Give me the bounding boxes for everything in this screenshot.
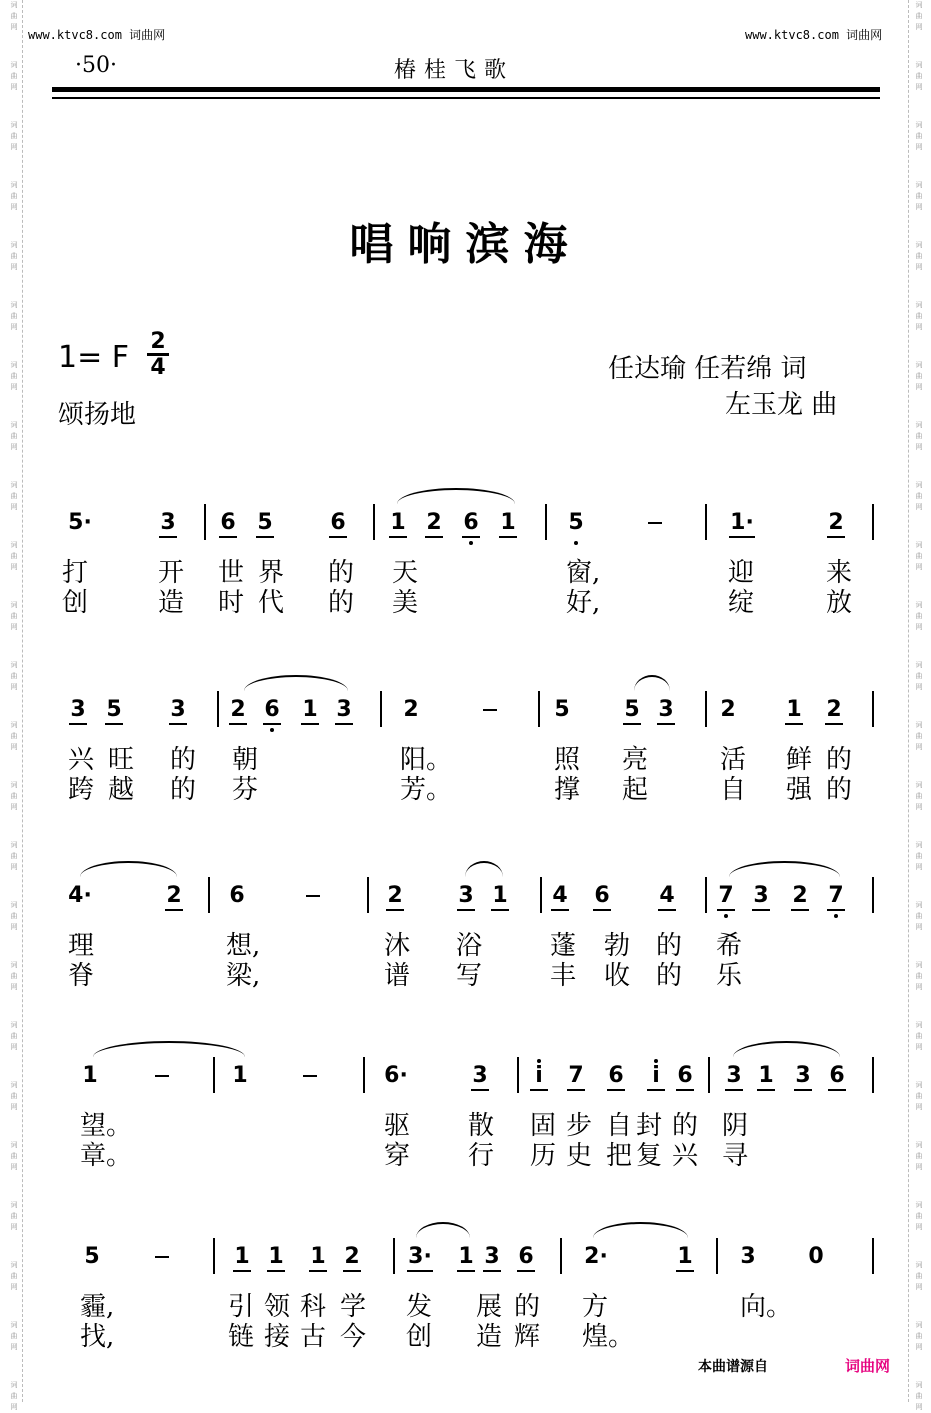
lyric-verse-2: 的	[656, 961, 683, 991]
watermark-text: 词 曲 网	[915, 181, 923, 211]
lyric-verse-2: 时	[218, 588, 245, 618]
watermark-text: 词 曲 网	[10, 721, 18, 751]
watermark-text: 词 曲 网	[10, 181, 18, 211]
lyric-verse-2: 代	[258, 588, 285, 618]
slur	[93, 1041, 245, 1057]
bar-line	[708, 1057, 710, 1093]
lyric-verse-2: 起	[622, 775, 649, 805]
time-signature	[146, 330, 170, 379]
lyric-verse-1: 照	[554, 745, 581, 775]
lyric-verse-1: 迎	[728, 558, 755, 588]
lyric-verse-2: 的	[170, 775, 197, 805]
bar-line	[367, 877, 369, 913]
note: i	[646, 1063, 666, 1088]
bar-line	[363, 1057, 365, 1093]
note: 2	[826, 510, 846, 535]
lyric-verse-2: 寻	[722, 1141, 749, 1171]
note: 4	[550, 883, 570, 908]
lyric-verse-1: 兴	[68, 745, 95, 775]
note: i	[529, 1063, 549, 1088]
lyric-verse-1: 的	[826, 745, 853, 775]
lyric-verse-2: 今	[340, 1322, 367, 1352]
lyric-verse-1: 浴	[456, 931, 483, 961]
source-note: 本曲谱源自	[698, 1359, 768, 1375]
watermark-text: 词 曲 网	[915, 1141, 923, 1171]
lyric-verse-2: 煌。	[582, 1322, 635, 1352]
book-title: 椿桂飞歌	[394, 58, 515, 83]
watermark-text: 词 曲 网	[10, 1021, 18, 1051]
bar-line	[213, 1238, 215, 1274]
note: 2	[720, 697, 736, 722]
bar-line	[373, 504, 375, 540]
lyric-verse-1: 理	[68, 931, 95, 961]
watermark-text: 词 曲 网	[915, 1081, 923, 1111]
tempo-marking: 颂扬地	[58, 400, 137, 430]
lyric-verse-1: 散	[468, 1111, 495, 1141]
lyric-verse-1: 向。	[740, 1292, 793, 1322]
note: 3	[168, 697, 188, 722]
note: 1	[82, 1063, 98, 1088]
lyricist-credit: 任达瑜 任若绵 词	[608, 354, 807, 384]
lyric-verse-2: 创	[62, 588, 89, 618]
bar-line	[872, 1057, 874, 1093]
lyric-verse-2: 跨	[68, 775, 95, 805]
note: 3	[456, 883, 476, 908]
time-signature-bottom: 4	[150, 355, 166, 380]
lyric-verse-1: 旺	[108, 745, 135, 775]
note: 2	[385, 883, 405, 908]
watermark-text: 词 曲 网	[915, 661, 923, 691]
bar-line	[217, 691, 219, 727]
watermark-text: 词 曲 网	[10, 541, 18, 571]
lyric-verse-1: 的	[328, 558, 355, 588]
slur	[634, 675, 670, 691]
lyric-verse-1: 打	[62, 558, 89, 588]
lyric-verse-1: 自	[606, 1111, 633, 1141]
lyric-verse-2: 复	[636, 1141, 663, 1171]
lyric-verse-2: 丰	[550, 961, 577, 991]
lyric-verse-1: 方	[582, 1292, 609, 1322]
lyric-verse-1: 展	[476, 1292, 503, 1322]
note: 2	[824, 697, 844, 722]
watermark-text: 词 曲 网	[915, 1, 923, 31]
key-signature: 1= F	[58, 340, 130, 375]
watermark-text: 词 曲 网	[915, 1321, 923, 1351]
watermark-text: 词 曲 网	[915, 1261, 923, 1291]
note: 3	[470, 1063, 490, 1088]
note: 6	[328, 510, 348, 535]
note: 6	[606, 1063, 626, 1088]
watermark-text: 词 曲 网	[10, 1141, 18, 1171]
note: 3	[482, 1244, 502, 1269]
lyric-verse-2: 谱	[384, 961, 411, 991]
bar-line	[540, 877, 542, 913]
lyric-verse-2: 找,	[80, 1322, 115, 1352]
note: 4·	[68, 883, 92, 908]
lyric-verse-2: 行	[468, 1141, 495, 1171]
watermark-text: 词 曲 网	[915, 781, 923, 811]
lyric-verse-1: 阳。	[400, 745, 453, 775]
watermark-text: 词 曲 网	[915, 361, 923, 391]
slur	[729, 861, 840, 877]
watermark-text: 词 曲 网	[10, 121, 18, 151]
lyric-verse-2: 的	[328, 588, 355, 618]
note: 7	[826, 883, 846, 908]
note: 2	[790, 883, 810, 908]
lyric-verse-2: 梁,	[226, 961, 261, 991]
lyric-verse-2: 把	[606, 1141, 633, 1171]
sustain-dash	[155, 1256, 169, 1258]
watermark-text: 词 曲 网	[10, 901, 18, 931]
watermark-text: 词 曲 网	[915, 961, 923, 991]
note: 3	[751, 883, 771, 908]
lyric-verse-2: 古	[300, 1322, 327, 1352]
lyric-verse-2: 好,	[566, 588, 601, 618]
lyric-verse-1: 霾,	[80, 1292, 115, 1322]
note: 1	[388, 510, 408, 535]
note: 1	[498, 510, 518, 535]
note: 6	[592, 883, 612, 908]
watermark-text: 词 曲 网	[10, 1081, 18, 1111]
lyric-verse-2: 史	[566, 1141, 593, 1171]
note: 5	[104, 697, 124, 722]
lyric-verse-1: 蓬	[550, 931, 577, 961]
bar-line	[705, 504, 707, 540]
sustain-dash	[306, 895, 320, 897]
slur	[465, 861, 503, 877]
lyric-verse-2: 造	[158, 588, 185, 618]
lyric-verse-1: 引	[228, 1292, 255, 1322]
watermark-text: 词 曲 网	[10, 781, 18, 811]
lyric-verse-1: 开	[158, 558, 185, 588]
watermark-text: 词 曲 网	[915, 481, 923, 511]
bar-line	[872, 877, 874, 913]
watermark-text: 词 曲 网	[915, 241, 923, 271]
watermark-text: 词 曲 网	[915, 721, 923, 751]
note: 1	[456, 1244, 476, 1269]
lyric-verse-1: 沐	[384, 931, 411, 961]
lyric-verse-2: 接	[264, 1322, 291, 1352]
bar-line	[393, 1238, 395, 1274]
note: 1	[308, 1244, 328, 1269]
note: 5	[554, 697, 570, 722]
note: 3	[656, 697, 676, 722]
lyric-verse-1: 封	[636, 1111, 663, 1141]
note: 1	[756, 1063, 776, 1088]
watermark-text: 词 曲 网	[915, 1021, 923, 1051]
watermark-text: 词 曲 网	[915, 301, 923, 331]
note: 5·	[68, 510, 92, 535]
watermark-text: 词 曲 网	[10, 1321, 18, 1351]
bar-line	[872, 691, 874, 727]
watermark-text: 词 曲 网	[915, 1201, 923, 1231]
lyric-verse-1: 的	[170, 745, 197, 775]
page-number: ·50·	[75, 53, 117, 78]
watermark-text: 词 曲 网	[10, 61, 18, 91]
lyric-verse-2: 越	[108, 775, 135, 805]
slur	[80, 861, 177, 877]
watermark-text: 词 曲 网	[915, 901, 923, 931]
sustain-dash	[483, 709, 497, 711]
lyric-verse-1: 界	[258, 558, 285, 588]
watermark-text: 词 曲 网	[915, 121, 923, 151]
watermark-text: 词 曲 网	[10, 421, 18, 451]
note: 2	[164, 883, 184, 908]
lyric-verse-2: 乐	[716, 961, 743, 991]
lyric-verse-1: 勃	[604, 931, 631, 961]
bar-line	[538, 691, 540, 727]
watermark-text: 词 曲 网	[10, 1201, 18, 1231]
lyric-verse-1: 发	[406, 1292, 433, 1322]
watermark-text: 词 曲 网	[915, 541, 923, 571]
lyric-verse-2: 穿	[384, 1141, 411, 1171]
sustain-dash	[648, 522, 662, 524]
bar-line	[705, 877, 707, 913]
header-rule-thin	[52, 97, 880, 99]
watermark-text: 词 曲 网	[10, 1261, 18, 1291]
time-signature-top: 2	[150, 329, 166, 354]
bar-line	[716, 1238, 718, 1274]
note: 5	[255, 510, 275, 535]
lyric-verse-1: 科	[300, 1292, 327, 1322]
watermark-text: 词 曲 网	[915, 61, 923, 91]
lyric-verse-1: 鲜	[786, 745, 813, 775]
lyric-verse-1: 望。	[80, 1111, 133, 1141]
lyric-verse-1: 的	[514, 1292, 541, 1322]
bar-line	[560, 1238, 562, 1274]
note: 6	[218, 510, 238, 535]
lyric-verse-1: 天	[392, 558, 419, 588]
bar-line	[545, 504, 547, 540]
lyric-verse-1: 希	[716, 931, 743, 961]
note: 6	[461, 510, 481, 535]
lyric-verse-2: 的	[826, 775, 853, 805]
note: 6·	[384, 1063, 408, 1088]
lyric-verse-1: 活	[720, 745, 747, 775]
note: 5	[566, 510, 586, 535]
lyric-verse-2: 收	[604, 961, 631, 991]
bar-line	[208, 877, 210, 913]
slur	[733, 1041, 840, 1057]
note: 1·	[728, 510, 756, 535]
watermark-text: 词 曲 网	[10, 1381, 18, 1411]
lyric-verse-2: 章。	[80, 1141, 133, 1171]
note: 5	[622, 697, 642, 722]
lyric-verse-2: 造	[476, 1322, 503, 1352]
note: 6	[675, 1063, 695, 1088]
watermark-text: 词 曲 网	[10, 241, 18, 271]
lyric-verse-2: 美	[392, 588, 419, 618]
note: 3	[68, 697, 88, 722]
note: 6	[262, 697, 282, 722]
note: 5	[84, 1244, 100, 1269]
site-url-left: www.ktvc8.com 词曲网	[28, 28, 166, 42]
note: 2	[403, 697, 419, 722]
note: 1	[784, 697, 804, 722]
watermark-text: 词 曲 网	[915, 841, 923, 871]
watermark-text: 词 曲 网	[10, 361, 18, 391]
note: 7	[716, 883, 736, 908]
lyric-verse-2: 芬	[232, 775, 259, 805]
lyric-verse-2: 强	[786, 775, 813, 805]
bar-line	[872, 504, 874, 540]
lyric-verse-1: 驱	[384, 1111, 411, 1141]
watermark-text: 词 曲 网	[10, 301, 18, 331]
note: 4	[657, 883, 677, 908]
source-brand: 词曲网	[845, 1357, 891, 1375]
note: 3	[793, 1063, 813, 1088]
lyric-verse-1: 来	[826, 558, 853, 588]
lyric-verse-2: 绽	[728, 588, 755, 618]
header-rule-thick	[52, 87, 880, 92]
lyric-verse-2: 链	[228, 1322, 255, 1352]
lyric-verse-1: 的	[656, 931, 683, 961]
lyric-verse-2: 自	[720, 775, 747, 805]
lyric-verse-1: 想,	[226, 931, 261, 961]
note: 3·	[406, 1244, 434, 1269]
watermark-text: 词 曲 网	[10, 481, 18, 511]
note: 0	[808, 1244, 824, 1269]
lyric-verse-2: 脊	[68, 961, 95, 991]
slur	[244, 675, 348, 691]
watermark-text: 词 曲 网	[915, 421, 923, 451]
slur	[397, 488, 515, 504]
lyric-verse-2: 芳。	[400, 775, 453, 805]
bar-line	[872, 1238, 874, 1274]
site-url-right: www.ktvc8.com 词曲网	[745, 28, 883, 42]
bar-line	[204, 504, 206, 540]
lyric-verse-1: 窗,	[566, 558, 601, 588]
lyric-verse-2: 创	[406, 1322, 433, 1352]
watermark-text: 词 曲 网	[10, 1, 18, 31]
bar-line	[213, 1057, 215, 1093]
slur	[593, 1222, 688, 1238]
watermark-text: 词 曲 网	[10, 961, 18, 991]
note: 3	[334, 697, 354, 722]
lyric-verse-1: 阴	[722, 1111, 749, 1141]
note: 2	[228, 697, 248, 722]
lyric-verse-1: 步	[566, 1111, 593, 1141]
note: 3	[158, 510, 178, 535]
composer-credit: 左玉龙 曲	[725, 390, 838, 420]
note: 3	[740, 1244, 756, 1269]
slur	[416, 1222, 470, 1238]
lyric-verse-1: 的	[672, 1111, 699, 1141]
bar-line	[517, 1057, 519, 1093]
note: 6	[516, 1244, 536, 1269]
note: 1	[490, 883, 510, 908]
note: 2·	[584, 1244, 608, 1269]
note: 6	[229, 883, 245, 908]
lyric-verse-1: 朝	[232, 745, 259, 775]
note: 2	[424, 510, 444, 535]
bar-line	[705, 691, 707, 727]
watermark-text: 词 曲 网	[915, 601, 923, 631]
bar-line	[380, 691, 382, 727]
lyric-verse-1: 领	[264, 1292, 291, 1322]
lyric-verse-1: 世	[218, 558, 245, 588]
lyric-verse-2: 写	[456, 961, 483, 991]
lyric-verse-2: 历	[530, 1141, 557, 1171]
lyric-verse-2: 放	[826, 588, 853, 618]
lyric-verse-1: 亮	[622, 745, 649, 775]
note: 1	[675, 1244, 695, 1269]
note: 1	[300, 697, 320, 722]
note: 7	[566, 1063, 586, 1088]
note: 1	[266, 1244, 286, 1269]
note: 6	[827, 1063, 847, 1088]
lyric-verse-2: 撑	[554, 775, 581, 805]
lyric-verse-1: 学	[340, 1292, 367, 1322]
lyric-verse-2: 辉	[514, 1322, 541, 1352]
lyric-verse-1: 固	[530, 1111, 557, 1141]
watermark-text: 词 曲 网	[915, 1381, 923, 1411]
watermark-text: 词 曲 网	[10, 601, 18, 631]
watermark-text: 词 曲 网	[10, 661, 18, 691]
sustain-dash	[155, 1075, 169, 1077]
note: 1	[232, 1244, 252, 1269]
note: 2	[342, 1244, 362, 1269]
lyric-verse-2: 兴	[672, 1141, 699, 1171]
note: 1	[232, 1063, 248, 1088]
watermark-text: 词 曲 网	[10, 841, 18, 871]
sustain-dash	[303, 1075, 317, 1077]
song-title: 唱响滨海	[349, 219, 582, 270]
note: 3	[724, 1063, 744, 1088]
